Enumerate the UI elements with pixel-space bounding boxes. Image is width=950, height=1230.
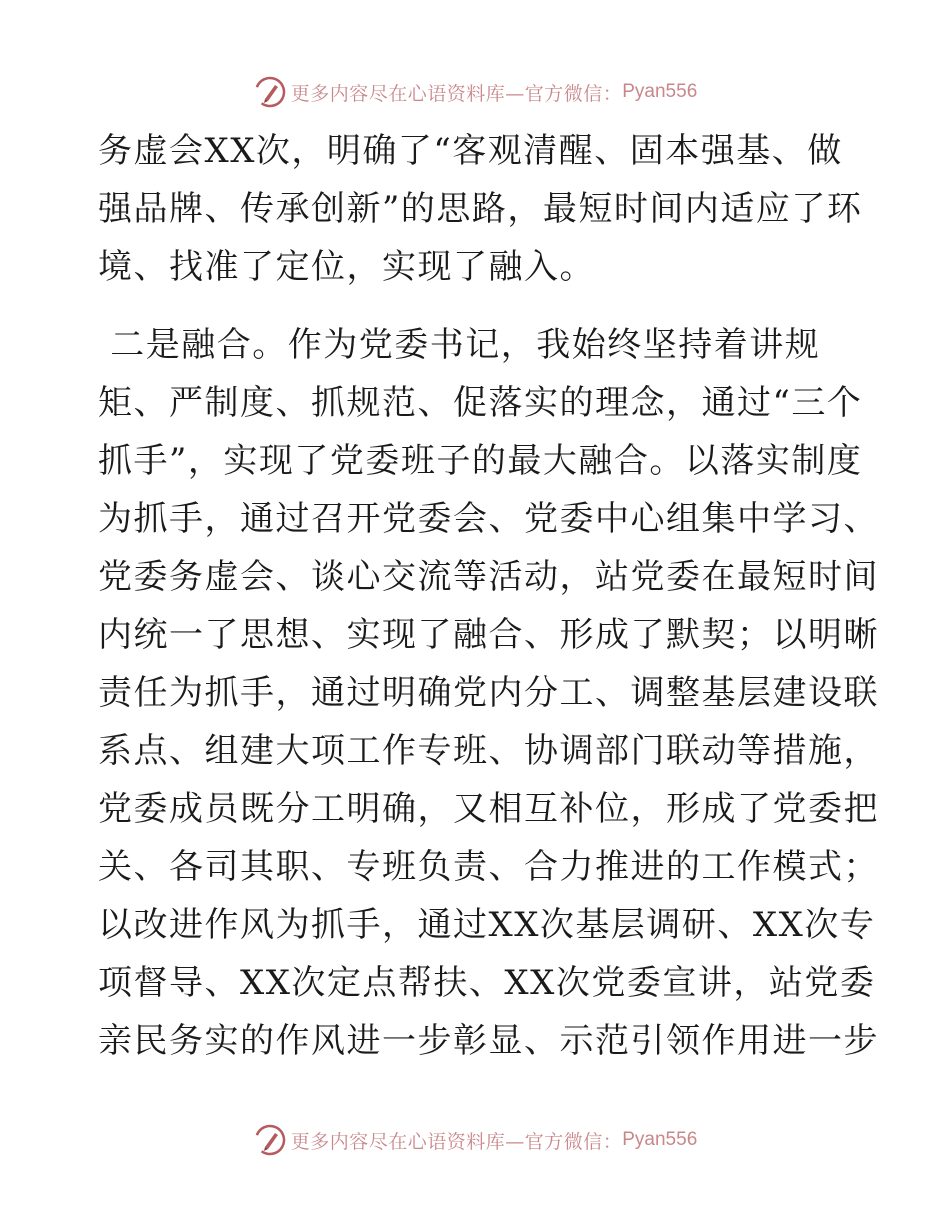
paragraph-1	[98, 122, 863, 296]
text-line: 内统一了思想、实现了融合、形成了默契；以明晰	[98, 615, 879, 655]
document-body	[98, 122, 879, 1070]
text-line: 抓手”，实现了党委班子的最大融合。以落实制度	[98, 441, 863, 481]
text-line: 党委务虚会、谈心交流等活动，站党委在最短时间	[98, 557, 879, 597]
text-line: 二是融合。作为党委书记，我始终坚持着讲规	[98, 325, 821, 365]
watermark-header	[0, 72, 950, 112]
paragraph-2	[98, 316, 879, 1070]
text-line: 系点、组建大项工作专班、协调部门联动等措施，	[98, 731, 879, 771]
text-line: 务虚会XX次，明确了“客观清醒、固本强基、做	[98, 131, 843, 171]
watermark-text: 更多内容尽在心语资料库—官方微信：	[290, 1130, 623, 1153]
text-line: 矩、严制度、抓规范、促落实的理念，通过“三个	[98, 383, 863, 423]
text-line: 关、各司其职、专班负责、合力推进的工作模式；	[98, 847, 879, 887]
pen-logo-icon	[253, 1123, 287, 1157]
watermark-footer	[0, 1120, 950, 1160]
text-line: 强品牌、传承创新”的思路，最短时间内适应了环	[98, 189, 863, 229]
text-line: 党委成员既分工明确，又相互补位，形成了党委把	[98, 789, 879, 829]
text-line: 亲民务实的作风进一步彰显、示范引领作用进一步	[98, 1021, 879, 1061]
text-line: 项督导、XX次定点帮扶、XX次党委宣讲，站党委	[98, 963, 876, 1003]
pen-logo-icon	[253, 75, 287, 109]
watermark-id: Pyan556	[622, 1129, 698, 1150]
text-line: 责任为抓手，通过明确党内分工、调整基层建设联	[98, 673, 879, 713]
watermark-text: 更多内容尽在心语资料库—官方微信：	[290, 82, 623, 105]
text-line: 以改进作风为抓手，通过XX次基层调研、XX次专	[98, 905, 876, 945]
watermark-id: Pyan556	[622, 81, 698, 102]
text-line: 境、找准了定位，实现了融入。	[98, 247, 595, 287]
text-line: 为抓手，通过召开党委会、党委中心组集中学习、	[98, 499, 879, 539]
